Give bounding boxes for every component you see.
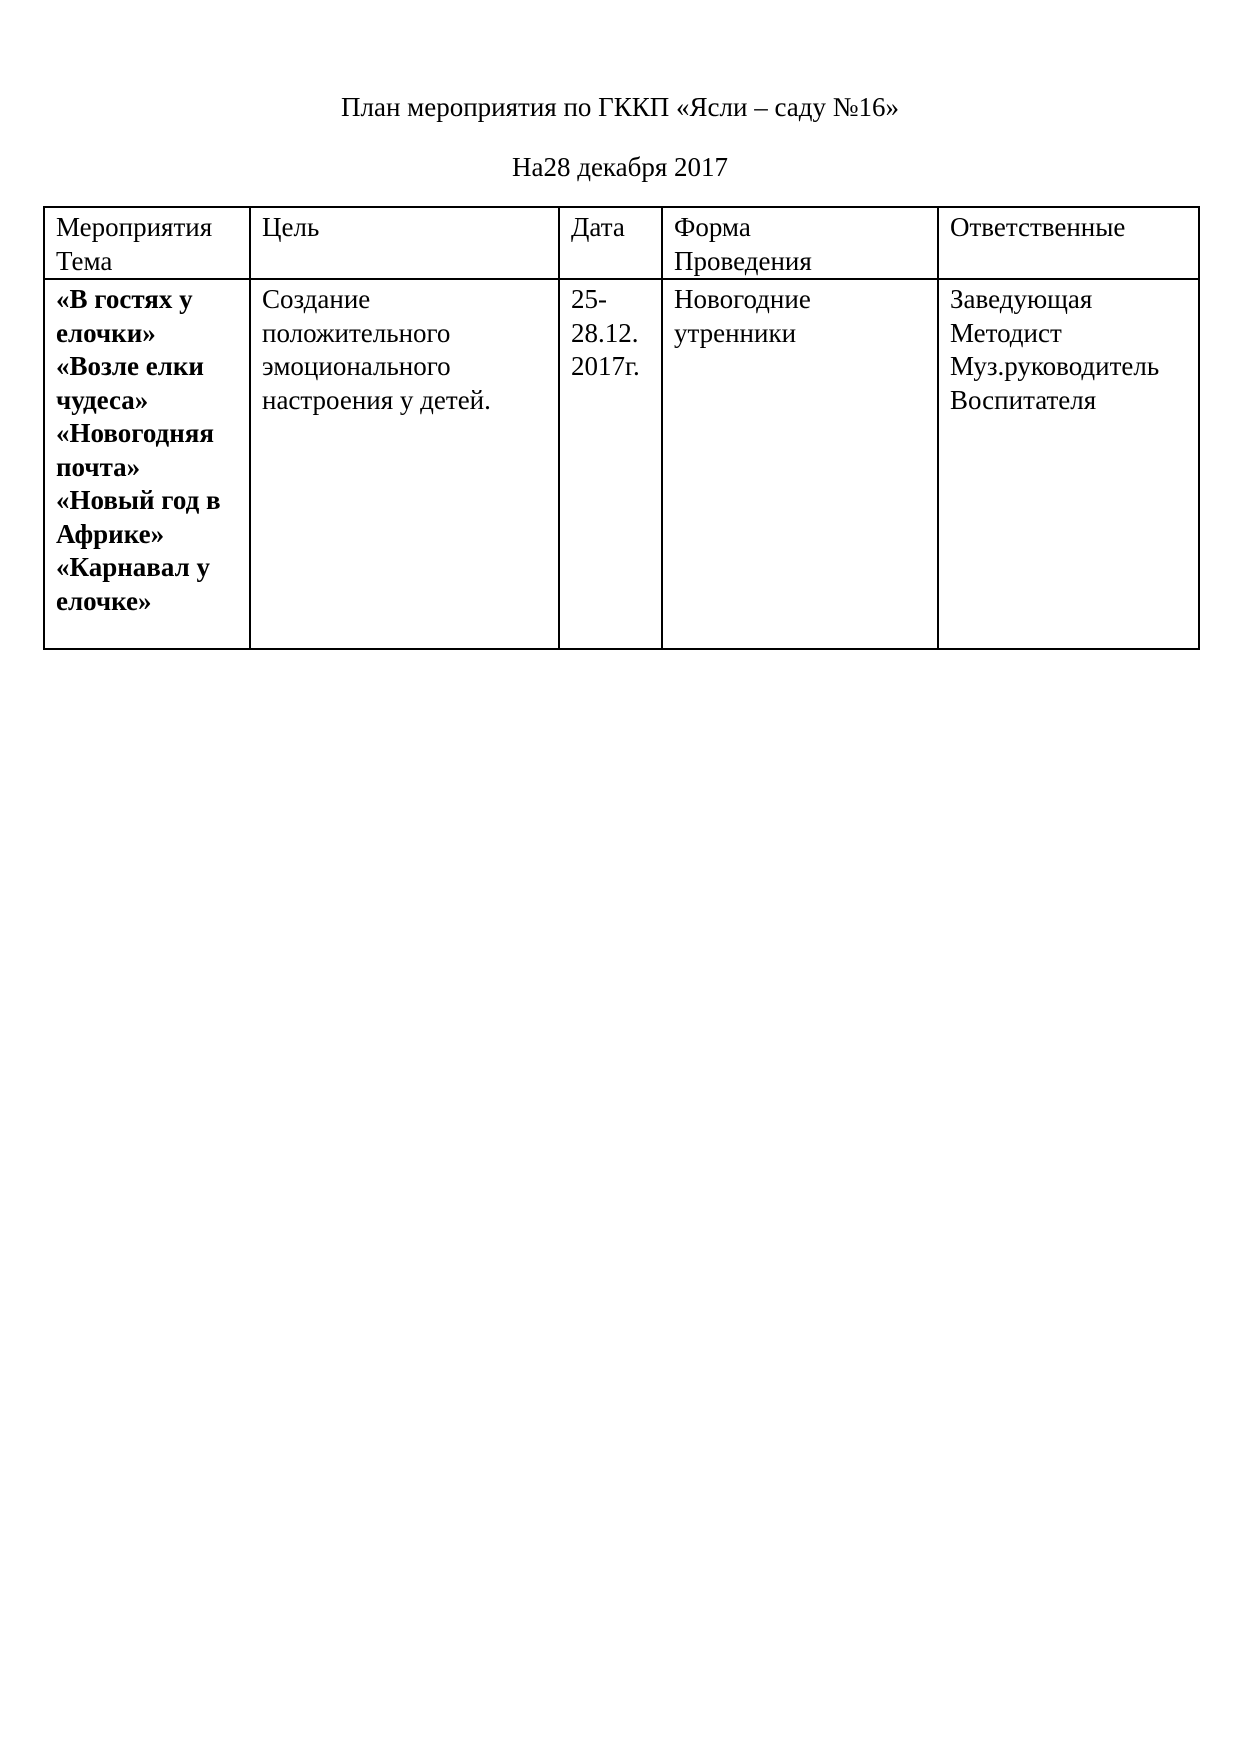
table-header-row <box>44 207 1199 279</box>
cell-goal <box>250 279 559 649</box>
header-date-label: Дата <box>571 212 625 242</box>
document-subtitle: На28 декабря 2017 <box>511 152 729 182</box>
responsible-line: Заведующая <box>950 284 1093 314</box>
date-line: 28.12. <box>571 317 639 348</box>
goal-line: настроения у детей. <box>262 384 491 415</box>
date-line: 2017г. <box>571 351 640 381</box>
header-date <box>559 207 662 279</box>
header-topic-label: Тема <box>56 245 113 276</box>
header-event-label: Мероприятия <box>56 212 213 242</box>
header-event-topic <box>44 207 250 279</box>
goal-line: Создание <box>262 284 371 314</box>
event-line: «Новый год в <box>56 485 221 515</box>
event-line: чудеса» <box>56 384 149 415</box>
document-title: План мероприятия по ГККП «Ясли – саду №16» <box>341 92 899 122</box>
header-form <box>662 207 938 279</box>
event-line: Африке» <box>56 518 165 549</box>
date-line: 25- <box>571 284 607 314</box>
event-line: «В гостях у <box>56 284 193 314</box>
header-conduct-label: Проведения <box>674 245 812 276</box>
form-line: Новогодние <box>674 284 811 314</box>
event-plan-table <box>43 206 1200 650</box>
table-row <box>44 279 1199 649</box>
header-form-label: Форма <box>674 212 751 242</box>
cell-events <box>44 279 250 649</box>
event-line: «Карнавал у <box>56 552 211 582</box>
responsible-line: Муз.руководитель <box>950 351 1160 381</box>
event-line: елочки» <box>56 317 156 348</box>
event-line: «Возле елки <box>56 351 204 381</box>
goal-line: положительного <box>262 317 451 348</box>
responsible-line: Методист <box>950 317 1062 348</box>
cell-date <box>559 279 662 649</box>
cell-form <box>662 279 938 649</box>
form-line: утренники <box>674 317 797 348</box>
cell-responsible <box>938 279 1199 649</box>
header-goal <box>250 207 559 279</box>
responsible-line: Воспитателя <box>950 384 1097 415</box>
event-line: почта» <box>56 451 141 482</box>
event-line: елочке» <box>56 585 152 616</box>
header-goal-label: Цель <box>262 212 320 242</box>
goal-line: эмоционального <box>262 351 451 381</box>
header-responsible <box>938 207 1199 279</box>
header-responsible-label: Ответственные <box>950 212 1126 242</box>
event-line: «Новогодняя <box>56 418 214 448</box>
